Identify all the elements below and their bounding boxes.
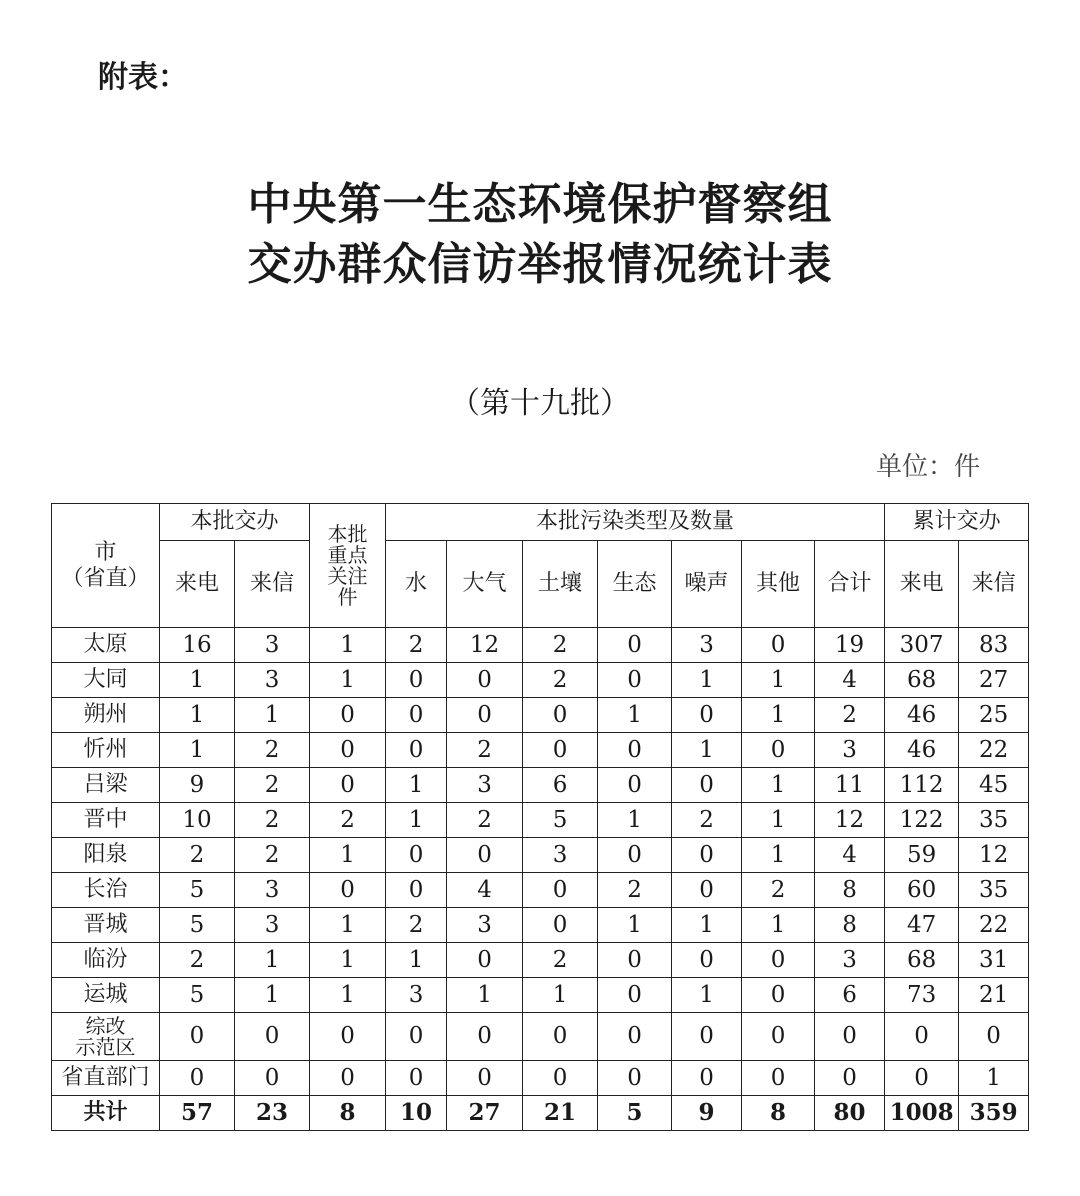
value-cell: 3 bbox=[386, 978, 447, 1013]
header-ecology: 生态 bbox=[598, 541, 672, 628]
value-cell: 9 bbox=[672, 1096, 742, 1131]
value-cell: 68 bbox=[885, 943, 959, 978]
title-line-2: 交办群众信访举报情况统计表 bbox=[247, 239, 833, 290]
value-cell: 8 bbox=[310, 1096, 386, 1131]
value-cell: 0 bbox=[386, 1013, 447, 1061]
value-cell: 0 bbox=[447, 698, 523, 733]
value-cell: 1 bbox=[672, 978, 742, 1013]
table-row bbox=[52, 838, 1029, 873]
city-cell: 忻州 bbox=[52, 733, 160, 768]
value-cell: 0 bbox=[447, 943, 523, 978]
value-cell: 0 bbox=[235, 1061, 310, 1096]
value-cell: 0 bbox=[598, 663, 672, 698]
header-batch-assigned: 本批交办 bbox=[160, 504, 310, 541]
city-cell: 临汾 bbox=[52, 943, 160, 978]
value-cell: 23 bbox=[235, 1096, 310, 1131]
header-soil: 土壤 bbox=[523, 541, 598, 628]
value-cell: 21 bbox=[959, 978, 1029, 1013]
city-cell: 共计 bbox=[52, 1096, 160, 1131]
value-cell: 6 bbox=[815, 978, 885, 1013]
header-letter: 来信 bbox=[235, 541, 310, 628]
value-cell: 0 bbox=[742, 943, 815, 978]
value-cell: 0 bbox=[672, 873, 742, 908]
value-cell: 0 bbox=[310, 733, 386, 768]
value-cell: 2 bbox=[386, 908, 447, 943]
table-row bbox=[52, 698, 1029, 733]
value-cell: 5 bbox=[160, 978, 235, 1013]
value-cell: 2 bbox=[235, 803, 310, 838]
value-cell: 2 bbox=[523, 628, 598, 663]
header-city: 市 （省直） bbox=[52, 504, 160, 628]
value-cell: 0 bbox=[310, 698, 386, 733]
value-cell: 0 bbox=[742, 1061, 815, 1096]
value-cell: 1 bbox=[598, 803, 672, 838]
value-cell: 2 bbox=[160, 838, 235, 873]
value-cell: 12 bbox=[447, 628, 523, 663]
value-cell: 2 bbox=[235, 838, 310, 873]
value-cell: 80 bbox=[815, 1096, 885, 1131]
table-row bbox=[52, 768, 1029, 803]
value-cell: 2 bbox=[598, 873, 672, 908]
value-cell: 1 bbox=[672, 733, 742, 768]
value-cell: 1 bbox=[598, 908, 672, 943]
value-cell: 3 bbox=[815, 733, 885, 768]
value-cell: 5 bbox=[523, 803, 598, 838]
value-cell: 35 bbox=[959, 803, 1029, 838]
value-cell: 0 bbox=[523, 698, 598, 733]
header-other: 其他 bbox=[742, 541, 815, 628]
value-cell: 0 bbox=[386, 698, 447, 733]
value-cell: 3 bbox=[523, 838, 598, 873]
table-row bbox=[52, 803, 1029, 838]
value-cell: 31 bbox=[959, 943, 1029, 978]
value-cell: 0 bbox=[160, 1061, 235, 1096]
value-cell: 0 bbox=[386, 838, 447, 873]
value-cell: 2 bbox=[310, 803, 386, 838]
value-cell: 0 bbox=[160, 1013, 235, 1061]
value-cell: 11 bbox=[815, 768, 885, 803]
value-cell: 0 bbox=[672, 1061, 742, 1096]
value-cell: 10 bbox=[386, 1096, 447, 1131]
value-cell: 22 bbox=[959, 908, 1029, 943]
value-cell: 2 bbox=[235, 733, 310, 768]
value-cell: 1 bbox=[386, 803, 447, 838]
value-cell: 3 bbox=[447, 768, 523, 803]
value-cell: 1 bbox=[959, 1061, 1029, 1096]
value-cell: 46 bbox=[885, 698, 959, 733]
value-cell: 122 bbox=[885, 803, 959, 838]
value-cell: 0 bbox=[523, 1061, 598, 1096]
value-cell: 27 bbox=[447, 1096, 523, 1131]
value-cell: 73 bbox=[885, 978, 959, 1013]
value-cell: 1 bbox=[310, 943, 386, 978]
value-cell: 5 bbox=[160, 908, 235, 943]
value-cell: 0 bbox=[310, 768, 386, 803]
value-cell: 1 bbox=[235, 698, 310, 733]
value-cell: 0 bbox=[598, 838, 672, 873]
header-water: 水 bbox=[386, 541, 447, 628]
city-cell: 晋中 bbox=[52, 803, 160, 838]
value-cell: 1 bbox=[742, 768, 815, 803]
value-cell: 0 bbox=[598, 1061, 672, 1096]
value-cell: 1 bbox=[672, 663, 742, 698]
value-cell: 0 bbox=[885, 1061, 959, 1096]
value-cell: 1 bbox=[742, 838, 815, 873]
value-cell: 1 bbox=[742, 803, 815, 838]
value-cell: 0 bbox=[523, 733, 598, 768]
value-cell: 0 bbox=[598, 768, 672, 803]
table-row bbox=[52, 628, 1029, 663]
value-cell: 0 bbox=[598, 628, 672, 663]
value-cell: 9 bbox=[160, 768, 235, 803]
value-cell: 2 bbox=[447, 733, 523, 768]
value-cell: 0 bbox=[885, 1013, 959, 1061]
city-cell: 朔州 bbox=[52, 698, 160, 733]
value-cell: 0 bbox=[815, 1013, 885, 1061]
value-cell: 0 bbox=[598, 1013, 672, 1061]
value-cell: 60 bbox=[885, 873, 959, 908]
value-cell: 1 bbox=[386, 768, 447, 803]
value-cell: 0 bbox=[386, 733, 447, 768]
value-cell: 2 bbox=[672, 803, 742, 838]
statistics-table bbox=[51, 503, 1029, 1131]
city-cell: 长治 bbox=[52, 873, 160, 908]
value-cell: 2 bbox=[523, 943, 598, 978]
table-row bbox=[52, 1061, 1029, 1096]
value-cell: 1 bbox=[310, 628, 386, 663]
value-cell: 5 bbox=[598, 1096, 672, 1131]
table-row bbox=[52, 873, 1029, 908]
header-noise: 噪声 bbox=[672, 541, 742, 628]
value-cell: 21 bbox=[523, 1096, 598, 1131]
value-cell: 0 bbox=[386, 1061, 447, 1096]
value-cell: 0 bbox=[523, 1013, 598, 1061]
city-cell: 综改 示范区 bbox=[52, 1013, 160, 1061]
value-cell: 2 bbox=[523, 663, 598, 698]
value-cell: 0 bbox=[672, 698, 742, 733]
value-cell: 12 bbox=[959, 838, 1029, 873]
batch-label: （第十九批） bbox=[450, 386, 630, 421]
value-cell: 35 bbox=[959, 873, 1029, 908]
value-cell: 1 bbox=[386, 943, 447, 978]
value-cell: 0 bbox=[598, 943, 672, 978]
value-cell: 1 bbox=[235, 943, 310, 978]
header-cumulative: 累计交办 bbox=[885, 504, 1029, 541]
value-cell: 10 bbox=[160, 803, 235, 838]
title-line-1: 中央第一生态环境保护督察组 bbox=[247, 179, 833, 230]
header-cumulative-phone: 来电 bbox=[885, 541, 959, 628]
value-cell: 0 bbox=[523, 873, 598, 908]
value-cell: 1008 bbox=[885, 1096, 959, 1131]
value-cell: 8 bbox=[815, 908, 885, 943]
header-pollution-types: 本批污染类型及数量 bbox=[386, 504, 885, 541]
value-cell: 0 bbox=[447, 663, 523, 698]
value-cell: 3 bbox=[235, 628, 310, 663]
value-cell: 1 bbox=[310, 838, 386, 873]
value-cell: 0 bbox=[447, 838, 523, 873]
value-cell: 0 bbox=[742, 628, 815, 663]
value-cell: 0 bbox=[447, 1061, 523, 1096]
value-cell: 45 bbox=[959, 768, 1029, 803]
value-cell: 0 bbox=[742, 978, 815, 1013]
value-cell: 4 bbox=[815, 663, 885, 698]
value-cell: 2 bbox=[235, 768, 310, 803]
value-cell: 68 bbox=[885, 663, 959, 698]
city-cell: 省直部门 bbox=[52, 1061, 160, 1096]
value-cell: 0 bbox=[386, 873, 447, 908]
value-cell: 2 bbox=[742, 873, 815, 908]
value-cell: 1 bbox=[742, 908, 815, 943]
value-cell: 1 bbox=[447, 978, 523, 1013]
value-cell: 1 bbox=[598, 698, 672, 733]
table-row bbox=[52, 908, 1029, 943]
value-cell: 22 bbox=[959, 733, 1029, 768]
value-cell: 4 bbox=[447, 873, 523, 908]
value-cell: 1 bbox=[160, 663, 235, 698]
value-cell: 6 bbox=[523, 768, 598, 803]
value-cell: 0 bbox=[959, 1013, 1029, 1061]
value-cell: 8 bbox=[742, 1096, 815, 1131]
value-cell: 0 bbox=[742, 1013, 815, 1061]
value-cell: 1 bbox=[235, 978, 310, 1013]
value-cell: 3 bbox=[235, 663, 310, 698]
value-cell: 1 bbox=[672, 908, 742, 943]
city-cell: 大同 bbox=[52, 663, 160, 698]
value-cell: 0 bbox=[310, 873, 386, 908]
value-cell: 1 bbox=[742, 698, 815, 733]
value-cell: 1 bbox=[310, 663, 386, 698]
value-cell: 46 bbox=[885, 733, 959, 768]
value-cell: 0 bbox=[386, 663, 447, 698]
table-row bbox=[52, 1013, 1029, 1061]
header-cumulative-letter: 来信 bbox=[959, 541, 1029, 628]
value-cell: 1 bbox=[742, 663, 815, 698]
value-cell: 16 bbox=[160, 628, 235, 663]
city-cell: 阳泉 bbox=[52, 838, 160, 873]
value-cell: 3 bbox=[447, 908, 523, 943]
value-cell: 1 bbox=[310, 908, 386, 943]
value-cell: 0 bbox=[672, 838, 742, 873]
table-row bbox=[52, 978, 1029, 1013]
value-cell: 3 bbox=[235, 873, 310, 908]
value-cell: 0 bbox=[672, 943, 742, 978]
value-cell: 307 bbox=[885, 628, 959, 663]
value-cell: 12 bbox=[815, 803, 885, 838]
value-cell: 359 bbox=[959, 1096, 1029, 1131]
value-cell: 25 bbox=[959, 698, 1029, 733]
value-cell: 3 bbox=[235, 908, 310, 943]
table-row bbox=[52, 943, 1029, 978]
value-cell: 2 bbox=[160, 943, 235, 978]
value-cell: 112 bbox=[885, 768, 959, 803]
value-cell: 0 bbox=[235, 1013, 310, 1061]
value-cell: 0 bbox=[447, 1013, 523, 1061]
value-cell: 59 bbox=[885, 838, 959, 873]
value-cell: 19 bbox=[815, 628, 885, 663]
attachment-label: 附表： bbox=[98, 60, 188, 95]
city-cell: 太原 bbox=[52, 628, 160, 663]
header-focus: 本批 重点 关注 件 bbox=[310, 504, 386, 628]
table-row bbox=[52, 733, 1029, 768]
value-cell: 8 bbox=[815, 873, 885, 908]
value-cell: 1 bbox=[160, 698, 235, 733]
header-air: 大气 bbox=[447, 541, 523, 628]
value-cell: 0 bbox=[523, 908, 598, 943]
value-cell: 57 bbox=[160, 1096, 235, 1131]
value-cell: 0 bbox=[672, 768, 742, 803]
value-cell: 2 bbox=[815, 698, 885, 733]
value-cell: 27 bbox=[959, 663, 1029, 698]
value-cell: 5 bbox=[160, 873, 235, 908]
value-cell: 1 bbox=[160, 733, 235, 768]
total-row bbox=[52, 1096, 1029, 1131]
city-cell: 运城 bbox=[52, 978, 160, 1013]
value-cell: 0 bbox=[598, 978, 672, 1013]
city-cell: 吕梁 bbox=[52, 768, 160, 803]
value-cell: 0 bbox=[672, 1013, 742, 1061]
value-cell: 1 bbox=[523, 978, 598, 1013]
value-cell: 3 bbox=[672, 628, 742, 663]
value-cell: 47 bbox=[885, 908, 959, 943]
value-cell: 83 bbox=[959, 628, 1029, 663]
value-cell: 3 bbox=[815, 943, 885, 978]
unit-label: 单位：件 bbox=[875, 452, 980, 482]
value-cell: 0 bbox=[310, 1061, 386, 1096]
value-cell: 2 bbox=[386, 628, 447, 663]
header-subtotal: 合计 bbox=[815, 541, 885, 628]
value-cell: 1 bbox=[310, 978, 386, 1013]
value-cell: 0 bbox=[815, 1061, 885, 1096]
header-phone: 来电 bbox=[160, 541, 235, 628]
city-cell: 晋城 bbox=[52, 908, 160, 943]
value-cell: 2 bbox=[447, 803, 523, 838]
value-cell: 0 bbox=[742, 733, 815, 768]
value-cell: 0 bbox=[598, 733, 672, 768]
value-cell: 0 bbox=[310, 1013, 386, 1061]
value-cell: 4 bbox=[815, 838, 885, 873]
table-row bbox=[52, 663, 1029, 698]
